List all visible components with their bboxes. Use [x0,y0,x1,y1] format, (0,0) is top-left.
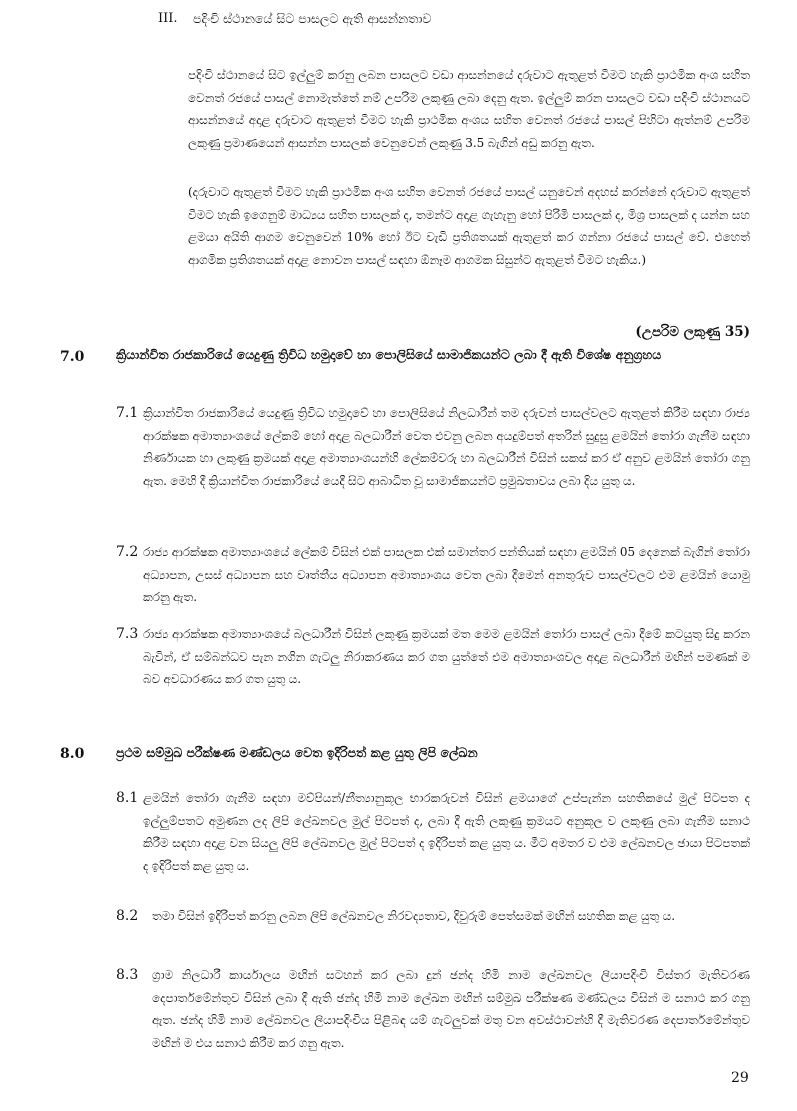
item-7-1-text: ක්‍රියාන්විත රාජකාරියේ යෙදුණු ත්‍රිවිධ හමුදාවේ හා පොලිසියේ නිලධාරීන් තම දරුවන් පාසල්වලට ඇතුළත් කිරීම සඳහා රාජ්‍ය ආරක්ෂක අමාත්‍යාංශයේ ලේකම් හෝ අදාළ බලධාරීන් වෙත එවනු ලබන අයදුම්පත් අතරින් සුදුසු ළමයින් තෝරා ගැනීම සඳහා නිර්ණායක හා ලකුණු ක්‍රමයක් අදාළ අමාත්‍යාංශයන්හි ලේකම්වරු හා බලධාරීන් විසින් සකස් කර ඒ අනුව ළමයින් තෝරා ගනු ඇත. මෙහි දී ක්‍රියාන්විත රාජකාරියේ යෙදී සිට ආබාධිත වූ සාමාජිකයන්ට ප්‍රමුඛතාවය ලබා දිය යුතු ය. [143,406,750,488]
item-8-1-number: 8.1 [116,790,139,806]
max-marks-label: (උපරිම ලකුණු 35) [635,324,750,340]
item-8-3-text: ග්‍රාම නිලධාරී කාර්යාලය මඟින් සටහන් කර ලබා දුන් ඡන්ද හිමි නාම ලේඛනවල ලියාපදිංචි විස්තර මැතිවරණ දෙපාර්තමේන්තුව විසින් ලබා දී ඇති ඡන්ද හිමි නාම ලේඛන මඟින් සම්මුඛ පරීක්ෂණ මණ්ඩලය විසින් ම සනාථ කර ගනු ඇත. ඡන්ද හිමි නාම ලේඛනවල ලියාපදිංචිය පිළිබඳ යම් ගැටලුවක් මතු වන අවස්ථාවන්හි දී මැතිවරණ දෙපාර්තමේන්තුව මඟින් ම එය සනාථ කිරීම කර ගනු ඇත. [152,968,750,1050]
section-7-number: 7.0 [60,349,85,365]
item-8-3-number: 8.3 [116,967,139,983]
section-iii-roman: III. [158,11,178,26]
item-7-2-text: රාජ්‍ය ආරක්ෂක අමාත්‍යාංශයේ ලේකම් විසින් එක් පාසලක එක් සමාන්තර පන්තියක් සඳහා ළමයින් 05 දෙනෙක් බැගින් තෝරා අධ්‍යාපන, උසස් අධ්‍යාපන සහ වෘත්තීය අධ්‍යාපන අමාත්‍යාංශය වෙත ලබා දීමෙන් අනතුරුව පාසල්වලට එම ළමයින් යොමු කරනු ඇත. [143,545,750,605]
section-iii-title: පදිංචි ස්ථානයේ සිට පාසලට ඇති ආසන්නතාව [193,11,432,26]
page-number: 29 [731,1070,749,1086]
section-8-number: 8.0 [60,746,85,762]
item-8-2-number: 8.2 [116,908,139,924]
section-8-title: ප්‍රථම සම්මුඛ පරීක්ෂණ මණ්ඩලය වෙත ඉදිරිපත් කළ යුතු ලිපි ලේඛන [116,745,478,760]
section-iii-paragraph-1: පදිංචි ස්ථානයේ සිට ඉල්ලුම් කරනු ලබන පාසලට වඩා ආසන්නයේ දරුවාට ඇතුළත් වීමට හැකි ප්‍රාථමික අංශ සහිත වෙනත් රජයේ පාසල් නොමැත්තේ නම් උපරිම ලකුණු ලබා දෙනු ඇත. ඉල්ලුම් කරන පාසලට වඩා පදිංචි ස්ථානයට ආසන්නයේ අදාළ දරුවාට ඇතුළත් වීමට හැකි ප්‍රාථමික අංශය සහිත වෙනත් රජයේ පාසල් පිහිටා ඇත්නම් උපරිම ලකුණු ප්‍රමාණයෙන් ආසන්න පාසලක් වෙනුවෙන් ලකුණු 3.5 බැගින් අඩු කරනු ඇත. [188,68,750,150]
section-iii-paragraph-2: (දරුවාට ඇතුළත් වීමට හැකි ප්‍රාථමික අංශ සහිත වෙනත් රජයේ පාසල් යනුවෙන් අදහස් කරන්නේ දරුවාට ඇතුළත් වීමට හැකි ඉගෙනුම් මාධ්‍යය සහිත පාසලක් ද, තමන්ට අදාළ ගැහැනු හෝ පිරිමි පාසලක් ද, මිශ්‍ර පාසලක් ද යන්න සහ ළමයා අයිති ආගම වෙනුවෙන් 10% හෝ ඊට වැඩි ප්‍රතිශතයක් ඇතුළත් කර ගන්නා රජයේ පාසල් වේ. එහෙත් ආගමික ප්‍රතිශතයක් අදාළ නොවන පාසල් සඳහා ඕනෑම ආගමක සිසුන්ට ඇතුළත් වීමට හැකිය.) [188,185,750,267]
item-7-2-number: 7.2 [116,544,139,560]
section-7-title: ක්‍රියාන්විත රාජකාරියේ යෙදුණු ත්‍රිවිධ හමුදාවේ හා පොලිසියේ සාමාජිකයන්ට ලබා දී ඇති විශේෂ අනුග්‍රහය [116,347,662,362]
item-7-1-number: 7.1 [116,405,139,421]
item-7-3-number: 7.3 [116,626,139,642]
item-8-2-text: තමා විසින් ඉදිරිපත් කරනු ලබන ලිපි ලේඛනවල නිරවද්‍යතාව, දිවුරුම් පෙත්සමක් මඟින් සහතික කළ යුතු ය. [152,909,676,923]
item-8-1-text: ළමයින් තෝරා ගැනීම සඳහා මව්පියන්/නීත්‍යානුකූල භාරකරුවන් විසින් ළමයාගේ උප්පැන්න සහතිකයේ මුල් පිටපත ද ඉල්ලුම්පතට අමුණන ලද ලිපි ලේඛනවල මුල් පිටපත් ද, ලබා දී ඇති ලකුණු ක්‍රමයට අනුකූල ව ලකුණු ලබා ගැනීම සනාථ කිරීම සඳහා අදාළ වන සියලු ලිපි ලේඛනවල මුල් පිටපත් ද ඉදිරිපත් කළ යුතු ය. මීට අමතර ව එම ලේඛනවල ඡායා පිටපතක් ද ඉදිරිපත් කළ යුතු ය. [143,791,750,873]
item-7-3-text: රාජ්‍ය ආරක්ෂක අමාත්‍යාංශයේ බලධාරීන් විසින් ලකුණු ක්‍රමයක් මත මෙම ළමයින් තෝරා පාසල් ලබා දීමේ කටයුතු සිදු කරන බැවින්, ඒ සම්බන්ධව පැන නගින ගැටලු නිරාකරණය කර ගත යුත්තේ එම අමාත්‍යාංශවල අදාළ බලධාරීන් මඟින් පමණක් ම බව අවධාරණය කර ගත යුතු ය. [143,627,750,687]
